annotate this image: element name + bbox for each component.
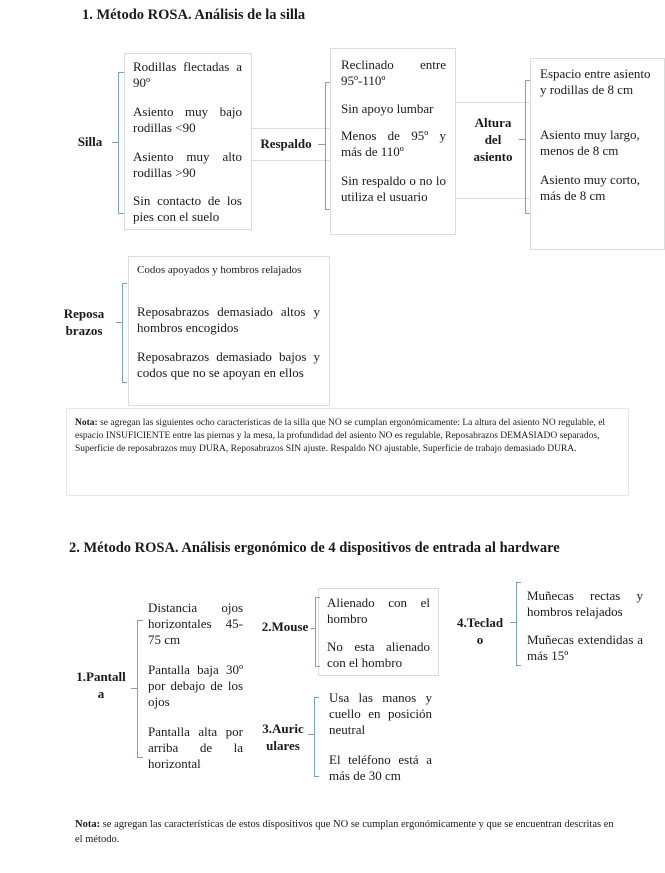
respaldo-bracket xyxy=(325,82,330,210)
teclado-item-2: Muñecas extendidas a más 15º xyxy=(527,632,643,663)
pantalla-item-1: Distancia ojos horizontales 45-75 cm xyxy=(148,600,243,647)
connector-line xyxy=(252,160,330,161)
pantalla-label-line-2: a xyxy=(97,686,105,701)
altura-label-line-2: del xyxy=(484,132,502,147)
altura-label xyxy=(463,114,523,165)
pantalla-bracket xyxy=(137,620,143,758)
reposabrazos-label-line-1: Reposa xyxy=(63,306,105,321)
respaldo-item-4: Sin respaldo o no lo utiliza el usuario xyxy=(341,173,446,204)
reposabrazos-bracket-tick xyxy=(116,322,122,323)
section2-title: 2. Método ROSA. Análisis ergonómico de 4 dispositivos de entrada al hardware xyxy=(69,540,560,556)
pantalla-bracket-tick xyxy=(131,688,137,689)
note1-text xyxy=(75,417,623,456)
mouse-item-2: No esta alienado con el hombro xyxy=(327,639,430,670)
auriculares-bracket-tick xyxy=(308,734,314,735)
connector-line xyxy=(455,198,530,199)
teclado-label-line-2: o xyxy=(476,632,484,647)
note1-body: se agregan las siguientes ocho características de la silla que NO se cumplan ergonómicamente: La altura del asiento NO regulable, el espacio INSUFICIENTE entre las piernas y la mesa, la profundidad del asiento NO es regulable, Reposabrazos DEMASIADO separados, Superficie de reposabrazos muy DURA, Reposabrazos SIN ajuste. Respaldo NO ajustable, Superficie de trabajo demasiado DURA. xyxy=(75,418,606,454)
silla-item-2: Asiento muy bajo rodillas <90 xyxy=(133,104,242,135)
note2-label: Nota: xyxy=(75,819,101,830)
silla-label: Silla xyxy=(77,134,103,149)
auriculares-label-line-1: 3.Auric xyxy=(262,721,304,736)
connector-line xyxy=(252,128,330,129)
teclado-label xyxy=(450,614,510,648)
mouse-item-1: Alienado con el hombro xyxy=(327,595,430,626)
altura-item-1: Espacio entre asiento y rodillas de 8 cm xyxy=(540,66,651,97)
respaldo-item-3: Menos de 95º y más de 110º xyxy=(341,128,446,159)
auriculares-label xyxy=(255,720,311,754)
mouse-label: 2.Mouse xyxy=(261,619,309,634)
teclado-bracket xyxy=(516,582,521,666)
mouse-bracket xyxy=(315,597,320,667)
respaldo-bracket-tick xyxy=(318,144,325,145)
altura-bracket xyxy=(525,80,530,214)
auriculares-label-line-2: ulares xyxy=(266,738,300,753)
altura-item-2: Asiento muy largo, menos de 8 cm xyxy=(540,127,640,158)
silla-item-1: Rodillas flectadas a 90º xyxy=(133,59,242,90)
reposabrazos-bracket xyxy=(122,283,127,383)
mouse-bracket-tick xyxy=(311,628,315,629)
note2-body: se agregan las características de estos dispositivos que NO se cumplan ergonómicamente y que se encuentran descritas en el método. xyxy=(75,819,614,845)
respaldo-label: Respaldo xyxy=(260,136,312,151)
auriculares-bracket xyxy=(314,697,319,777)
pantalla-label-line-1: 1.Pantall xyxy=(76,669,126,684)
section1-title: 1. Método ROSA. Análisis de la silla xyxy=(82,7,306,23)
silla-item-3: Asiento muy alto rodillas >90 xyxy=(133,149,242,180)
teclado-item-1: Muñecas rectas y hombros relajados xyxy=(527,588,643,619)
altura-label-line-3: asiento xyxy=(473,149,513,164)
altura-item-3: Asiento muy corto, más de 8 cm xyxy=(540,172,641,203)
altura-bracket-tick xyxy=(519,139,525,140)
silla-item-4: Sin contacto de los pies con el suelo xyxy=(133,193,242,224)
pantalla-item-2: Pantalla baja 30º por debajo de los ojos xyxy=(148,662,243,709)
teclado-bracket-tick xyxy=(510,622,516,623)
reposabrazos-label xyxy=(56,305,112,339)
note2-text xyxy=(75,817,620,847)
reposabrazos-label-line-2: brazos xyxy=(65,323,103,338)
auriculares-item-2: El teléfono está a más de 30 cm xyxy=(329,752,432,783)
pantalla-item-3: Pantalla alta por arriba de la horizontal xyxy=(148,724,243,771)
reposabrazos-item-2: Reposabrazos demasiado altos y hombros encogidos xyxy=(137,304,320,335)
silla-bracket xyxy=(118,72,124,214)
teclado-label-line-1: 4.Teclad xyxy=(456,615,504,630)
pantalla-label xyxy=(68,668,134,702)
connector-line xyxy=(455,102,530,103)
reposabrazos-item-3: Reposabrazos demasiado bajos y codos que no se apoyan en ellos xyxy=(137,349,320,380)
respaldo-item-1: Reclinado entre 95º-110º xyxy=(341,57,446,88)
reposabrazos-item-1: Codos apoyados y hombros relajados xyxy=(137,264,302,276)
auriculares-item-1: Usa las manos y cuello en posición neutral xyxy=(329,690,432,737)
altura-label-line-1: Altura xyxy=(474,115,512,130)
note1-label: Nota: xyxy=(75,418,98,428)
silla-bracket-tick xyxy=(112,142,118,143)
respaldo-item-2: Sin apoyo lumbar xyxy=(341,101,434,116)
